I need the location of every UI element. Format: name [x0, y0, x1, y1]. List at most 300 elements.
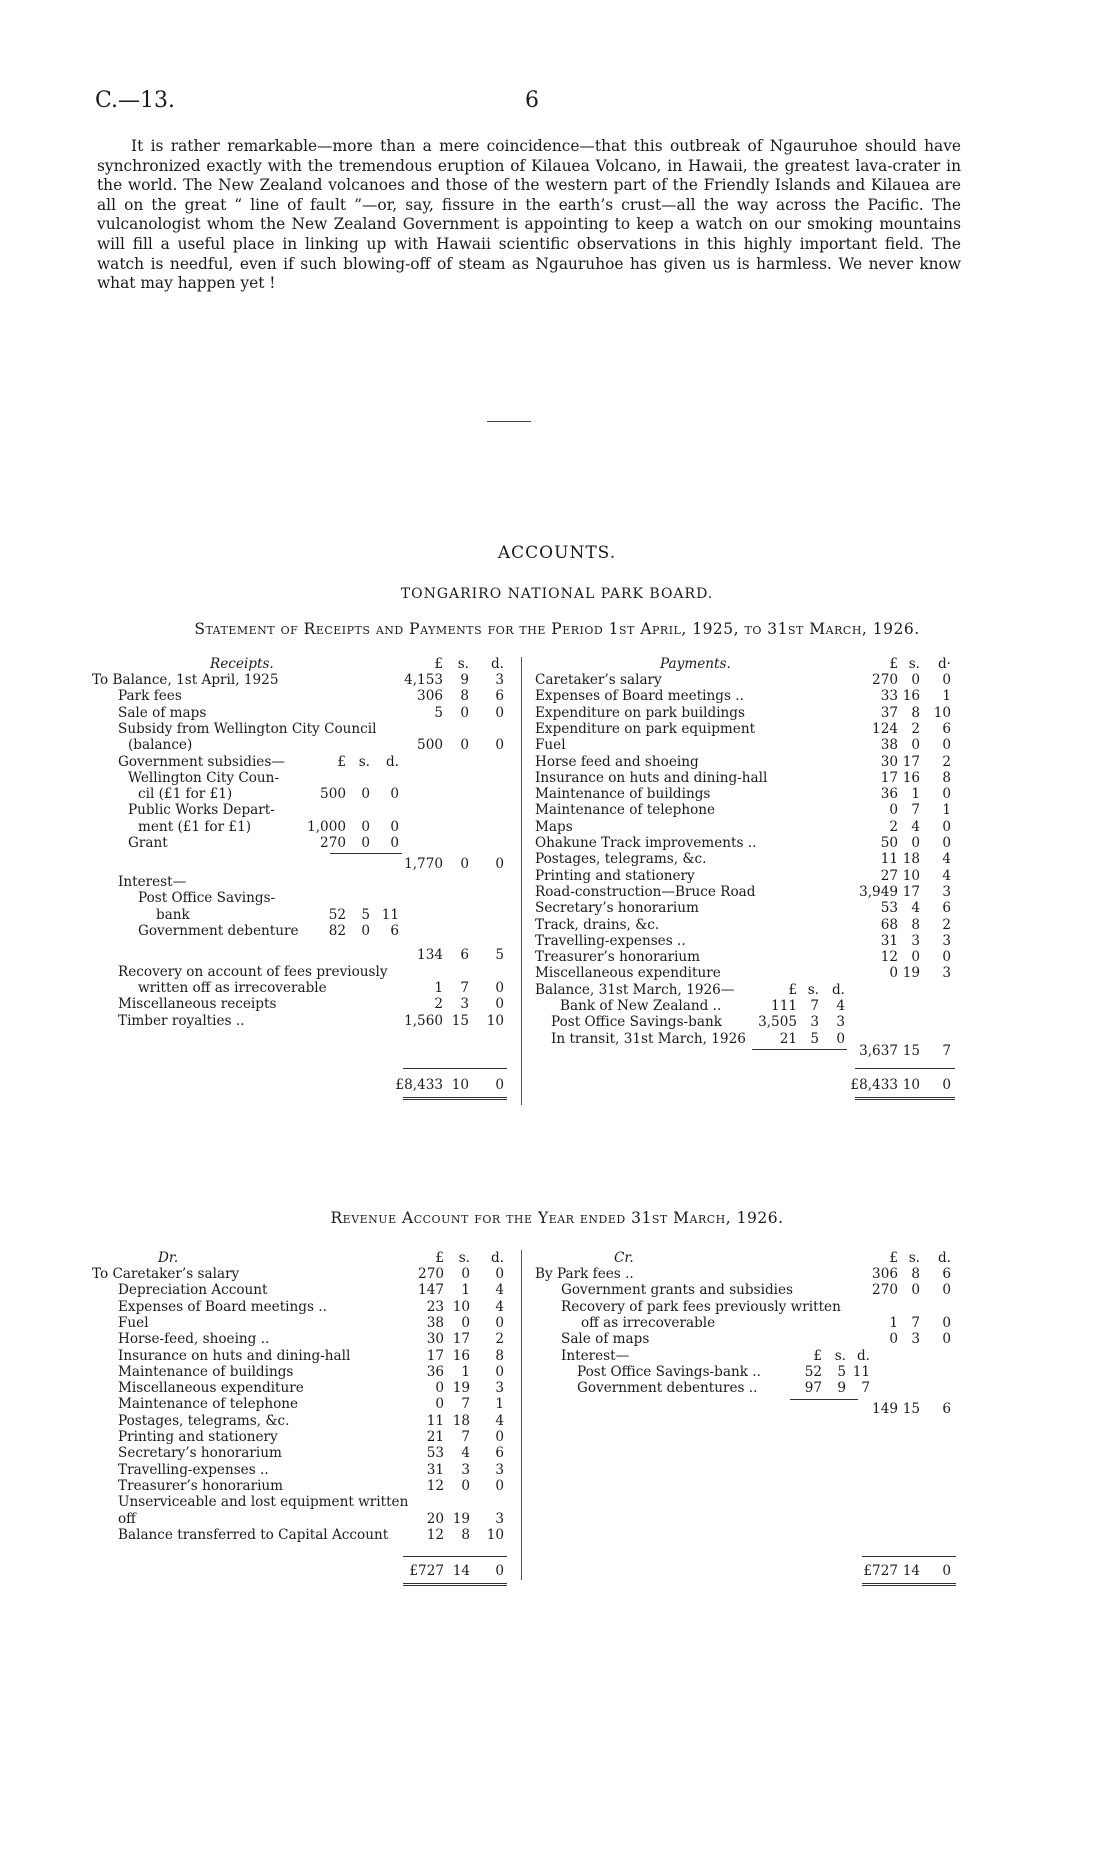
- debit-amount-pounds: 53: [426, 1445, 444, 1462]
- debit-amount-pounds: 31: [426, 1461, 444, 1478]
- debit-amount-pounds: 17: [426, 1347, 444, 1364]
- payment-label: Fuel: [535, 737, 566, 754]
- balance-col-shillings: s.: [807, 981, 819, 998]
- credit-total-rule: [862, 1556, 956, 1557]
- receipt-amount-pence: 6: [495, 688, 504, 705]
- payment-label: Treasurer’s honorarium: [535, 949, 701, 966]
- debit-col-pence: d.: [490, 1250, 504, 1266]
- debit-amount-pence: 3: [495, 1510, 504, 1527]
- debit-amount-shillings: 0: [461, 1266, 470, 1282]
- debit-amount-shillings: 7: [461, 1396, 470, 1413]
- payment-amount-pence: 3: [942, 883, 951, 900]
- payment-label: Secretary’s honorarium: [535, 900, 699, 917]
- receipt-amount-pounds: 5: [434, 704, 443, 721]
- receipts-total-pence: 0: [495, 1077, 504, 1093]
- debit-double-rule: [403, 1583, 507, 1586]
- debit-label: Horse-feed, shoeing ..: [118, 1331, 270, 1348]
- debit-col-shillings: s.: [458, 1250, 470, 1266]
- balance-amount-pence: 0: [836, 1030, 845, 1047]
- statement-column-divider: [521, 657, 522, 1105]
- balance-total-pence: 7: [942, 1042, 951, 1059]
- payment-amount-pence: 0: [942, 949, 951, 966]
- balance-account: In transit, 31st March, 1926: [551, 1030, 746, 1047]
- balance-amount-pounds: 3,505: [758, 1014, 797, 1031]
- subsidy-col-pence: d.: [385, 753, 399, 770]
- balance-amount-shillings: 3: [810, 1014, 819, 1031]
- debit-amount-pounds: 36: [426, 1363, 444, 1380]
- credit-total-pence: 0: [942, 1563, 951, 1579]
- credit-interest-total-shillings: 15: [902, 1401, 920, 1418]
- balance-amount-pence: 3: [836, 1014, 845, 1031]
- revenue-heading: Revenue Account for the Year ended 31st March, 1926.: [330, 1209, 784, 1227]
- receipt-label: written off as irrecoverable: [138, 980, 327, 997]
- credit-col-pence: d.: [937, 1250, 951, 1266]
- debit-label: Maintenance of buildings: [118, 1363, 294, 1380]
- debit-amount-pounds: 38: [426, 1314, 444, 1331]
- receipt-amount-shillings: 8: [460, 688, 469, 705]
- receipt-amount-pounds: 4,153: [404, 672, 443, 688]
- balance-account: Post Office Savings-bank: [551, 1014, 722, 1031]
- receipt-amount-shillings: 3: [460, 996, 469, 1013]
- debit-label: Travelling-expenses ..: [118, 1461, 269, 1478]
- balance-amount-pounds: 111: [771, 998, 797, 1014]
- interest-amount-pence: 6: [390, 923, 399, 940]
- payment-amount-pounds: 0: [889, 802, 898, 819]
- debit-amount-shillings: 17: [452, 1331, 470, 1348]
- payment-label: Maps: [535, 818, 573, 835]
- debit-amount-shillings: 8: [461, 1526, 470, 1543]
- payment-amount-shillings: 0: [911, 949, 920, 966]
- payment-amount-pence: 6: [942, 900, 951, 917]
- revenue-column-divider: [521, 1250, 522, 1580]
- balance-label: Balance, 31st March, 1926—: [535, 981, 735, 998]
- receipts-col-pence: d.: [490, 656, 504, 672]
- interest-amount-pence: 11: [381, 906, 399, 923]
- payment-amount-pence: 8: [942, 769, 951, 786]
- debit-amount-shillings: 19: [452, 1380, 470, 1397]
- debit-amount-shillings: 10: [452, 1298, 470, 1315]
- debit-amount-shillings: 19: [452, 1510, 470, 1527]
- payment-amount-pence: 2: [942, 916, 951, 933]
- debit-heading: Dr.: [158, 1250, 179, 1266]
- receipt-amount-shillings: 9: [460, 672, 469, 688]
- debit-amount-pounds: 147: [418, 1282, 444, 1299]
- payment-amount-pence: 0: [942, 818, 951, 835]
- payment-label: Travelling-expenses ..: [535, 932, 686, 949]
- payments-total-pounds: £8,433: [850, 1077, 898, 1093]
- payment-label: Road-construction—Bruce Road: [535, 883, 756, 900]
- credit-total-pounds: £727: [863, 1563, 898, 1579]
- payment-label: Postages, telegrams, &c.: [535, 851, 707, 868]
- debit-amount-pence: 2: [495, 1331, 504, 1348]
- receipt-amount-pounds: 500: [417, 737, 443, 754]
- payment-amount-pounds: 50: [880, 835, 898, 851]
- receipt-amount-shillings: 0: [460, 704, 469, 721]
- payments-heading: Payments.: [660, 656, 731, 672]
- payment-amount-pounds: 27: [880, 867, 898, 884]
- debit-label: Expenses of Board meetings ..: [118, 1298, 327, 1315]
- payment-amount-shillings: 10: [902, 867, 920, 884]
- document-reference: C.—13.: [95, 88, 176, 113]
- receipt-label: ment (£1 for £1): [138, 818, 252, 835]
- credit-amount-pence: 0: [942, 1314, 951, 1331]
- interest-col-shillings: s.: [834, 1347, 846, 1364]
- balance-col-pence: d.: [831, 981, 845, 998]
- debit-label: Maintenance of telephone: [118, 1396, 299, 1413]
- debit-amount-pence: 3: [495, 1461, 504, 1478]
- credit-interest-label: Post Office Savings-bank ..: [577, 1363, 761, 1380]
- debit-amount-pounds: 11: [426, 1412, 444, 1429]
- receipt-label: Timber royalties ..: [118, 1012, 245, 1029]
- receipt-label: Wellington City Coun-: [128, 769, 280, 786]
- debit-amount-pence: 8: [495, 1347, 504, 1364]
- credit-label: By Park fees ..: [535, 1266, 634, 1282]
- debit-label: Insurance on huts and dining-hall: [118, 1347, 351, 1364]
- subsidy-amount-pounds: 500: [320, 786, 346, 803]
- accounts-heading: ACCOUNTS.: [497, 543, 617, 563]
- payment-amount-pence: 3: [942, 965, 951, 982]
- payment-amount-pence: 10: [933, 704, 951, 721]
- receipt-label: To Balance, 1st April, 1925: [92, 672, 279, 688]
- debit-amount-shillings: 4: [461, 1445, 470, 1462]
- interest-line: Government debenture: [138, 923, 299, 940]
- debit-amount-pence: 0: [495, 1429, 504, 1445]
- receipt-label: Grant: [128, 835, 168, 851]
- subsidy-amount-shillings: 0: [361, 835, 370, 851]
- interest-total-pounds: 134: [417, 947, 443, 964]
- subsidy-amount-pounds: 270: [320, 835, 346, 851]
- debit-amount-shillings: 0: [461, 1477, 470, 1494]
- debit-amount-pounds: 270: [418, 1266, 444, 1282]
- subsidy-total-pence: 0: [495, 856, 504, 873]
- receipt-amount-pounds: 306: [417, 688, 443, 705]
- payment-amount-pounds: 53: [880, 900, 898, 917]
- debit-label: To Caretaker’s salary: [92, 1266, 240, 1282]
- debit-amount-pence: 0: [495, 1363, 504, 1380]
- debit-amount-shillings: 1: [461, 1282, 470, 1299]
- debit-total-shillings: 14: [452, 1563, 470, 1579]
- payment-amount-pence: 1: [942, 802, 951, 819]
- receipt-label: Recovery on account of fees previously: [118, 963, 388, 980]
- payment-amount-shillings: 19: [902, 965, 920, 982]
- receipt-amount-pounds: 1: [434, 980, 443, 997]
- subsidy-amount-pence: 0: [390, 818, 399, 835]
- balance-amount-pounds: 21: [779, 1030, 797, 1047]
- receipt-amount-pence: 10: [486, 1012, 504, 1029]
- subsidy-rule: [330, 853, 402, 854]
- payment-amount-pence: 0: [942, 737, 951, 754]
- payment-label: Maintenance of buildings: [535, 786, 711, 803]
- credit-amount-shillings: 0: [911, 1282, 920, 1299]
- debit-amount-shillings: 7: [461, 1429, 470, 1445]
- debit-amount-pence: 4: [495, 1282, 504, 1299]
- payment-amount-pounds: 36: [880, 786, 898, 803]
- credit-total-shillings: 14: [902, 1563, 920, 1579]
- payment-amount-shillings: 17: [902, 883, 920, 900]
- payment-label: Printing and stationery: [535, 867, 695, 884]
- debit-amount-pence: 4: [495, 1412, 504, 1429]
- debit-amount-pounds: 21: [426, 1429, 444, 1445]
- credit-amount-pence: 6: [942, 1266, 951, 1282]
- payment-amount-pence: 0: [942, 786, 951, 803]
- payment-amount-shillings: 8: [911, 916, 920, 933]
- payment-amount-pence: 4: [942, 867, 951, 884]
- debit-amount-pence: 3: [495, 1380, 504, 1397]
- payment-label: Miscellaneous expenditure: [535, 965, 721, 982]
- debit-amount-pounds: 0: [435, 1380, 444, 1397]
- debit-amount-pence: 10: [486, 1526, 504, 1543]
- payment-amount-shillings: 16: [902, 769, 920, 786]
- receipt-amount-pence: 3: [495, 672, 504, 688]
- balance-amount-shillings: 7: [810, 998, 819, 1014]
- receipts-total-pounds: £8,433: [395, 1077, 443, 1093]
- payment-amount-pounds: 37: [880, 704, 898, 721]
- payment-amount-shillings: 8: [911, 704, 920, 721]
- payments-double-rule: [855, 1097, 955, 1100]
- credit-label: Recovery of park fees previously written: [561, 1298, 841, 1315]
- receipt-label: Miscellaneous receipts: [118, 996, 277, 1013]
- receipt-amount-shillings: 15: [451, 1012, 469, 1029]
- payment-label: Expenditure on park buildings: [535, 704, 745, 721]
- payment-amount-pence: 4: [942, 851, 951, 868]
- credit-interest-amount-pence: 7: [861, 1380, 870, 1397]
- debit-amount-pence: 4: [495, 1298, 504, 1315]
- receipts-total-rule: [403, 1068, 507, 1069]
- receipts-double-rule: [403, 1097, 507, 1100]
- credit-label: Government grants and subsidies: [561, 1282, 794, 1299]
- payment-label: Expenditure on park equipment: [535, 720, 756, 737]
- subsidy-amount-shillings: 0: [361, 818, 370, 835]
- payment-amount-pounds: 33: [880, 688, 898, 705]
- payment-amount-pence: 3: [942, 932, 951, 949]
- payment-amount-shillings: 4: [911, 900, 920, 917]
- interest-label: Interest—: [118, 874, 187, 891]
- payment-amount-pence: 0: [942, 672, 951, 688]
- receipts-col-pounds: £: [434, 656, 443, 672]
- credit-interest-label: Government debentures ..: [577, 1380, 758, 1397]
- debit-total-pounds: £727: [409, 1563, 444, 1579]
- debit-amount-pounds: 20: [426, 1510, 444, 1527]
- payments-total-shillings: 10: [902, 1077, 920, 1093]
- payment-label: Track, drains, &c.: [535, 916, 660, 933]
- interest-line: bank: [156, 906, 190, 923]
- payment-label: Maintenance of telephone: [535, 802, 716, 819]
- payment-amount-pounds: 0: [889, 965, 898, 982]
- page-number: 6: [525, 88, 539, 113]
- payment-amount-pence: 2: [942, 753, 951, 770]
- balance-total-pounds: 3,637: [859, 1042, 898, 1059]
- debit-amount-pence: 1: [495, 1396, 504, 1413]
- credit-interest-rule: [790, 1399, 858, 1400]
- credit-interest-amount-pounds: 52: [804, 1363, 822, 1380]
- subsidy-amount-shillings: 0: [361, 786, 370, 803]
- receipt-label: Sale of maps: [118, 704, 207, 721]
- credit-heading: Cr.: [614, 1250, 634, 1266]
- credit-label: Sale of maps: [561, 1331, 650, 1348]
- credit-double-rule: [862, 1583, 956, 1586]
- payment-amount-shillings: 4: [911, 818, 920, 835]
- receipts-col-shillings: s.: [457, 656, 469, 672]
- credit-amount-shillings: 3: [911, 1331, 920, 1348]
- balance-col-pounds: £: [788, 981, 797, 998]
- receipt-label: Public Works Depart-: [128, 802, 275, 819]
- payment-label: Expenses of Board meetings ..: [535, 688, 744, 705]
- debit-amount-shillings: 18: [452, 1412, 470, 1429]
- credit-amount-shillings: 8: [911, 1266, 920, 1282]
- payment-amount-pounds: 17: [880, 769, 898, 786]
- payment-amount-shillings: 0: [911, 835, 920, 851]
- receipt-amount-shillings: 0: [460, 737, 469, 754]
- credit-interest-total-pence: 6: [942, 1401, 951, 1418]
- payment-label: Ohakune Track improvements ..: [535, 835, 757, 851]
- receipt-amount-pounds: 2: [434, 996, 443, 1013]
- debit-amount-pounds: 30: [426, 1331, 444, 1348]
- credit-interest-total-pounds: 149: [872, 1401, 898, 1418]
- receipt-label: (balance): [128, 737, 193, 754]
- payments-total-rule: [855, 1068, 955, 1069]
- intro-paragraph: It is rather remarkable—more than a mere coincidence—that this outbreak of Ngauruhoe should have synchronized exactly with the tremendous eruption of Kilauea Volcano, in Hawaii, the greatest lava-crater in the world. The New Zealand volcanoes and those of the western part of the Friendly Islands and Kilauea are all on the great “ line of fault ”—or, say, fissure in the earth’s crust—all the way across the Pacific. The vulcanologist whom the New Zealand Government is appointing to keep a watch on our smoking mountains will fill a useful place in linking up with Hawaii scientific observations in this highly important field. The watch is needful, even if such blowing-off of steam as Ngauruhoe has given us is harmless. We never know what may happen yet !: [97, 137, 961, 293]
- subsidy-total-pounds: 1,770: [404, 856, 443, 873]
- receipt-label: Subsidy from Wellington City Council: [118, 720, 377, 737]
- debit-col-pounds: £: [435, 1250, 444, 1266]
- payment-amount-shillings: 18: [902, 851, 920, 868]
- subsidy-total-shillings: 0: [460, 856, 469, 873]
- receipt-label: Park fees: [118, 688, 182, 705]
- interest-amount-shillings: 0: [361, 923, 370, 940]
- receipts-total-shillings: 10: [451, 1077, 469, 1093]
- interest-line: Post Office Savings-: [138, 890, 276, 907]
- debit-amount-pounds: 23: [426, 1298, 444, 1315]
- debit-label: Printing and stationery: [118, 1429, 278, 1445]
- balance-rule: [752, 1049, 847, 1050]
- debit-amount-shillings: 1: [461, 1363, 470, 1380]
- credit-interest-amount-pence: 11: [852, 1363, 870, 1380]
- payment-label: Insurance on huts and dining-hall: [535, 769, 768, 786]
- payment-amount-shillings: 3: [911, 932, 920, 949]
- payments-total-pence: 0: [942, 1077, 951, 1093]
- section-divider: [487, 421, 531, 422]
- payment-amount-pounds: 2: [889, 818, 898, 835]
- payment-amount-shillings: 1: [911, 786, 920, 803]
- debit-label: Depreciation Account: [118, 1282, 268, 1299]
- interest-col-pounds: £: [813, 1347, 822, 1364]
- payment-label: Caretaker’s salary: [535, 672, 662, 688]
- payments-col-shillings: s.: [908, 656, 920, 672]
- subsidy-col-shillings: s.: [358, 753, 370, 770]
- payments-col-pence: d·: [937, 656, 951, 672]
- payment-amount-shillings: 0: [911, 672, 920, 688]
- debit-amount-shillings: 3: [461, 1461, 470, 1478]
- balance-amount-pence: 4: [836, 998, 845, 1014]
- payment-amount-pounds: 68: [880, 916, 898, 933]
- receipt-label: cil (£1 for £1): [138, 786, 233, 803]
- receipt-amount-pence: 0: [495, 737, 504, 754]
- receipt-amount-pounds: 1,560: [404, 1012, 443, 1029]
- credit-interest-amount-shillings: 5: [837, 1363, 846, 1380]
- debit-total-rule: [403, 1556, 507, 1557]
- balance-total-shillings: 15: [902, 1042, 920, 1059]
- subsidy-amount-pence: 0: [390, 835, 399, 851]
- debit-label: off: [118, 1510, 136, 1527]
- payment-amount-pounds: 270: [872, 672, 898, 688]
- credit-interest-amount-shillings: 9: [837, 1380, 846, 1397]
- payment-amount-shillings: 7: [911, 802, 920, 819]
- board-heading: TONGARIRO NATIONAL PARK BOARD.: [400, 586, 714, 602]
- statement-heading: Statement of Receipts and Payments for the Period 1st April, 1925, to 31st March, 1926.: [194, 620, 920, 638]
- balance-account: Bank of New Zealand ..: [560, 998, 722, 1014]
- debit-label: Postages, telegrams, &c.: [118, 1412, 290, 1429]
- debit-label: Miscellaneous expenditure: [118, 1380, 304, 1397]
- debit-amount-pounds: 0: [435, 1396, 444, 1413]
- debit-amount-pounds: 12: [426, 1526, 444, 1543]
- credit-interest-amount-pounds: 97: [804, 1380, 822, 1397]
- credit-amount-pence: 0: [942, 1331, 951, 1348]
- receipt-label: Government subsidies—: [118, 753, 285, 770]
- payment-amount-shillings: 16: [902, 688, 920, 705]
- debit-amount-shillings: 16: [452, 1347, 470, 1364]
- subsidy-amount-pounds: 1,000: [307, 818, 346, 835]
- credit-amount-pounds: 306: [872, 1266, 898, 1282]
- receipt-amount-pence: 0: [495, 980, 504, 997]
- interest-total-shillings: 6: [460, 947, 469, 964]
- payment-amount-pence: 6: [942, 720, 951, 737]
- interest-amount-pounds: 82: [328, 923, 346, 940]
- payment-amount-shillings: 2: [911, 720, 920, 737]
- debit-amount-pence: 6: [495, 1445, 504, 1462]
- debit-label: Secretary’s honorarium: [118, 1445, 282, 1462]
- interest-total-pence: 5: [495, 947, 504, 964]
- debit-amount-pounds: 12: [426, 1477, 444, 1494]
- debit-label: Unserviceable and lost equipment written: [118, 1494, 409, 1511]
- debit-amount-pence: 0: [495, 1314, 504, 1331]
- debit-label: Balance transferred to Capital Account: [118, 1526, 389, 1543]
- debit-amount-pence: 0: [495, 1266, 504, 1282]
- subsidy-amount-pence: 0: [390, 786, 399, 803]
- debit-total-pence: 0: [495, 1563, 504, 1579]
- interest-col-pence: d.: [856, 1347, 870, 1364]
- interest-amount-shillings: 5: [361, 906, 370, 923]
- payment-amount-pounds: 124: [872, 720, 898, 737]
- payment-amount-pence: 0: [942, 835, 951, 851]
- debit-amount-shillings: 0: [461, 1314, 470, 1331]
- payment-label: Horse feed and shoeing: [535, 753, 699, 770]
- receipts-heading: Receipts.: [210, 656, 274, 672]
- payment-amount-pounds: 11: [880, 851, 898, 868]
- receipt-amount-shillings: 7: [460, 980, 469, 997]
- credit-label: off as irrecoverable: [581, 1314, 716, 1331]
- payment-amount-pounds: 3,949: [859, 883, 898, 900]
- payment-amount-pounds: 31: [880, 932, 898, 949]
- subsidy-col-pounds: £: [337, 753, 346, 770]
- debit-amount-pence: 0: [495, 1477, 504, 1494]
- payment-amount-pounds: 30: [880, 753, 898, 770]
- credit-amount-pounds: 0: [889, 1331, 898, 1348]
- payments-col-pounds: £: [889, 656, 898, 672]
- credit-amount-shillings: 7: [911, 1314, 920, 1331]
- payment-amount-pounds: 38: [880, 737, 898, 754]
- credit-amount-pounds: 270: [872, 1282, 898, 1299]
- credit-col-shillings: s.: [908, 1250, 920, 1266]
- interest-amount-pounds: 52: [328, 906, 346, 923]
- debit-label: Treasurer’s honorarium: [118, 1477, 284, 1494]
- credit-label: Interest—: [561, 1347, 630, 1364]
- payment-amount-pounds: 12: [880, 949, 898, 966]
- credit-col-pounds: £: [889, 1250, 898, 1266]
- payment-amount-shillings: 0: [911, 737, 920, 754]
- debit-label: Fuel: [118, 1314, 149, 1331]
- credit-amount-pounds: 1: [889, 1314, 898, 1331]
- payment-amount-pence: 1: [942, 688, 951, 705]
